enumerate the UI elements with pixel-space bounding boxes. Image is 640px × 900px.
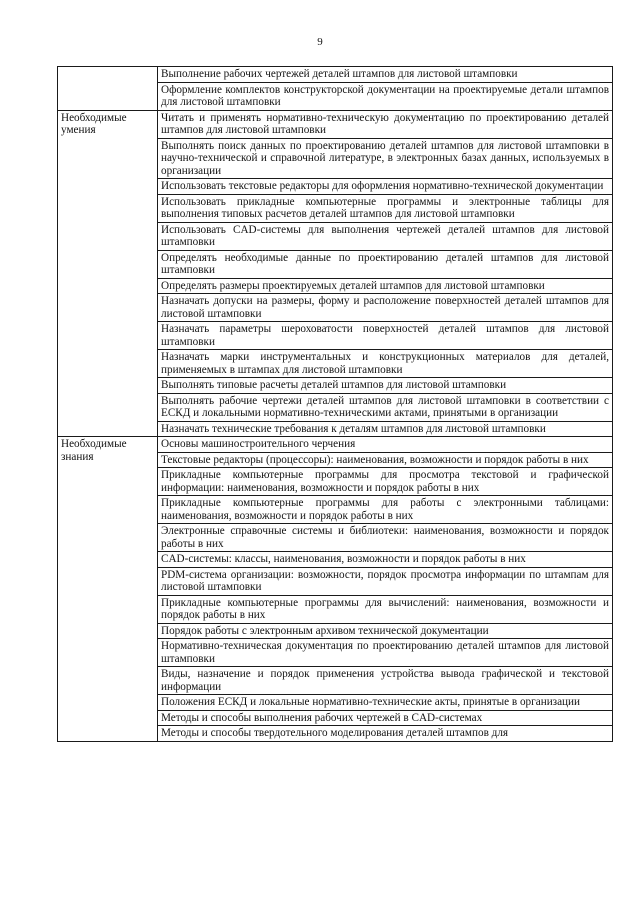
- table-cell: Определять необходимые данные по проектированию деталей штампов для листовой штамповки: [158, 250, 613, 278]
- section-label: [58, 67, 158, 111]
- table-cell: Текстовые редакторы (процессоры): наименования, возможности и порядок работы в них: [158, 452, 613, 468]
- table-cell: Виды, назначение и порядок применения устройства вывода графической и текстовой информации: [158, 667, 613, 695]
- table-row: [58, 110, 613, 138]
- requirements-table-body: [58, 67, 613, 742]
- table-cell: Выполнять типовые расчеты деталей штампов для листовой штамповки: [158, 378, 613, 394]
- page-number: 9: [317, 36, 323, 48]
- table-cell: PDM-система организации: возможности, порядок просмотра информации по штампам для листовой штамповки: [158, 567, 613, 595]
- table-cell: Порядок работы с электронным архивом технической документации: [158, 623, 613, 639]
- section-label: Необходимые знания: [58, 437, 158, 742]
- table-cell: Выполнение рабочих чертежей деталей штампов для листовой штамповки: [158, 67, 613, 83]
- table-cell: Положения ЕСКД и локальные нормативно-технические акты, принятые в организации: [158, 695, 613, 711]
- table-cell: Выполнять поиск данных по проектированию деталей штампов для листовой штамповки в научно-технической и справочной литературе, в электронных базах данных, используемых в организации: [158, 138, 613, 179]
- table-cell: Определять размеры проектируемых деталей штампов для листовой штамповки: [158, 278, 613, 294]
- table-cell: Использовать текстовые редакторы для оформления нормативно-технической документации: [158, 179, 613, 195]
- table-cell: Назначать параметры шероховатости поверхностей деталей штампов для листовой штамповки: [158, 322, 613, 350]
- table-cell: Основы машиностроительного черчения: [158, 437, 613, 453]
- table-row: [58, 437, 613, 453]
- table-cell: Оформление комплектов конструкторской документации на проектируемые детали штампов для листовой штамповки: [158, 82, 613, 110]
- table-cell: Электронные справочные системы и библиотеки: наименования, возможности и порядок работы в них: [158, 524, 613, 552]
- table-cell: Методы и способы твердотельного моделирования деталей штампов для: [158, 726, 613, 742]
- section-label: Необходимые умения: [58, 110, 158, 437]
- table-cell: Нормативно-техническая документация по проектированию деталей штампов для листовой штамповки: [158, 639, 613, 667]
- table-cell: Назначать технические требования к деталям штампов для листовой штамповки: [158, 421, 613, 437]
- table-cell: Методы и способы выполнения рабочих чертежей в CAD-системах: [158, 710, 613, 726]
- table-cell: Назначать допуски на размеры, форму и расположение поверхностей деталей штампов для листовой штамповки: [158, 294, 613, 322]
- table-cell: Прикладные компьютерные программы для вычислений: наименования, возможности и порядок работы в них: [158, 595, 613, 623]
- table-cell: Использовать CAD-системы для выполнения чертежей деталей штампов для листовой штамповки: [158, 222, 613, 250]
- requirements-table: [57, 66, 613, 742]
- table-cell: Выполнять рабочие чертежи деталей штампов для листовой штамповки в соответствии с ЕСКД и локальными нормативно-техническими актами, принятыми в организации: [158, 393, 613, 421]
- table-cell: CAD-системы: классы, наименования, возможности и порядок работы в них: [158, 552, 613, 568]
- table-cell: Использовать прикладные компьютерные программы и электронные таблицы для выполнения типовых расчетов деталей штампов для листовой штамповки: [158, 194, 613, 222]
- table-cell: Прикладные компьютерные программы для просмотра текстовой и графической информации: наименования, возможности и порядок работы в них: [158, 468, 613, 496]
- table-cell: Прикладные компьютерные программы для работы с электронными таблицами: наименования, возможности и порядок работы в них: [158, 496, 613, 524]
- table-cell: Назначать марки инструментальных и конструкционных материалов для деталей, применяемых в штампах для листовой штамповки: [158, 350, 613, 378]
- table-cell: Читать и применять нормативно-техническую документацию по проектированию деталей штампов для листовой штамповки: [158, 110, 613, 138]
- table-row: [58, 67, 613, 83]
